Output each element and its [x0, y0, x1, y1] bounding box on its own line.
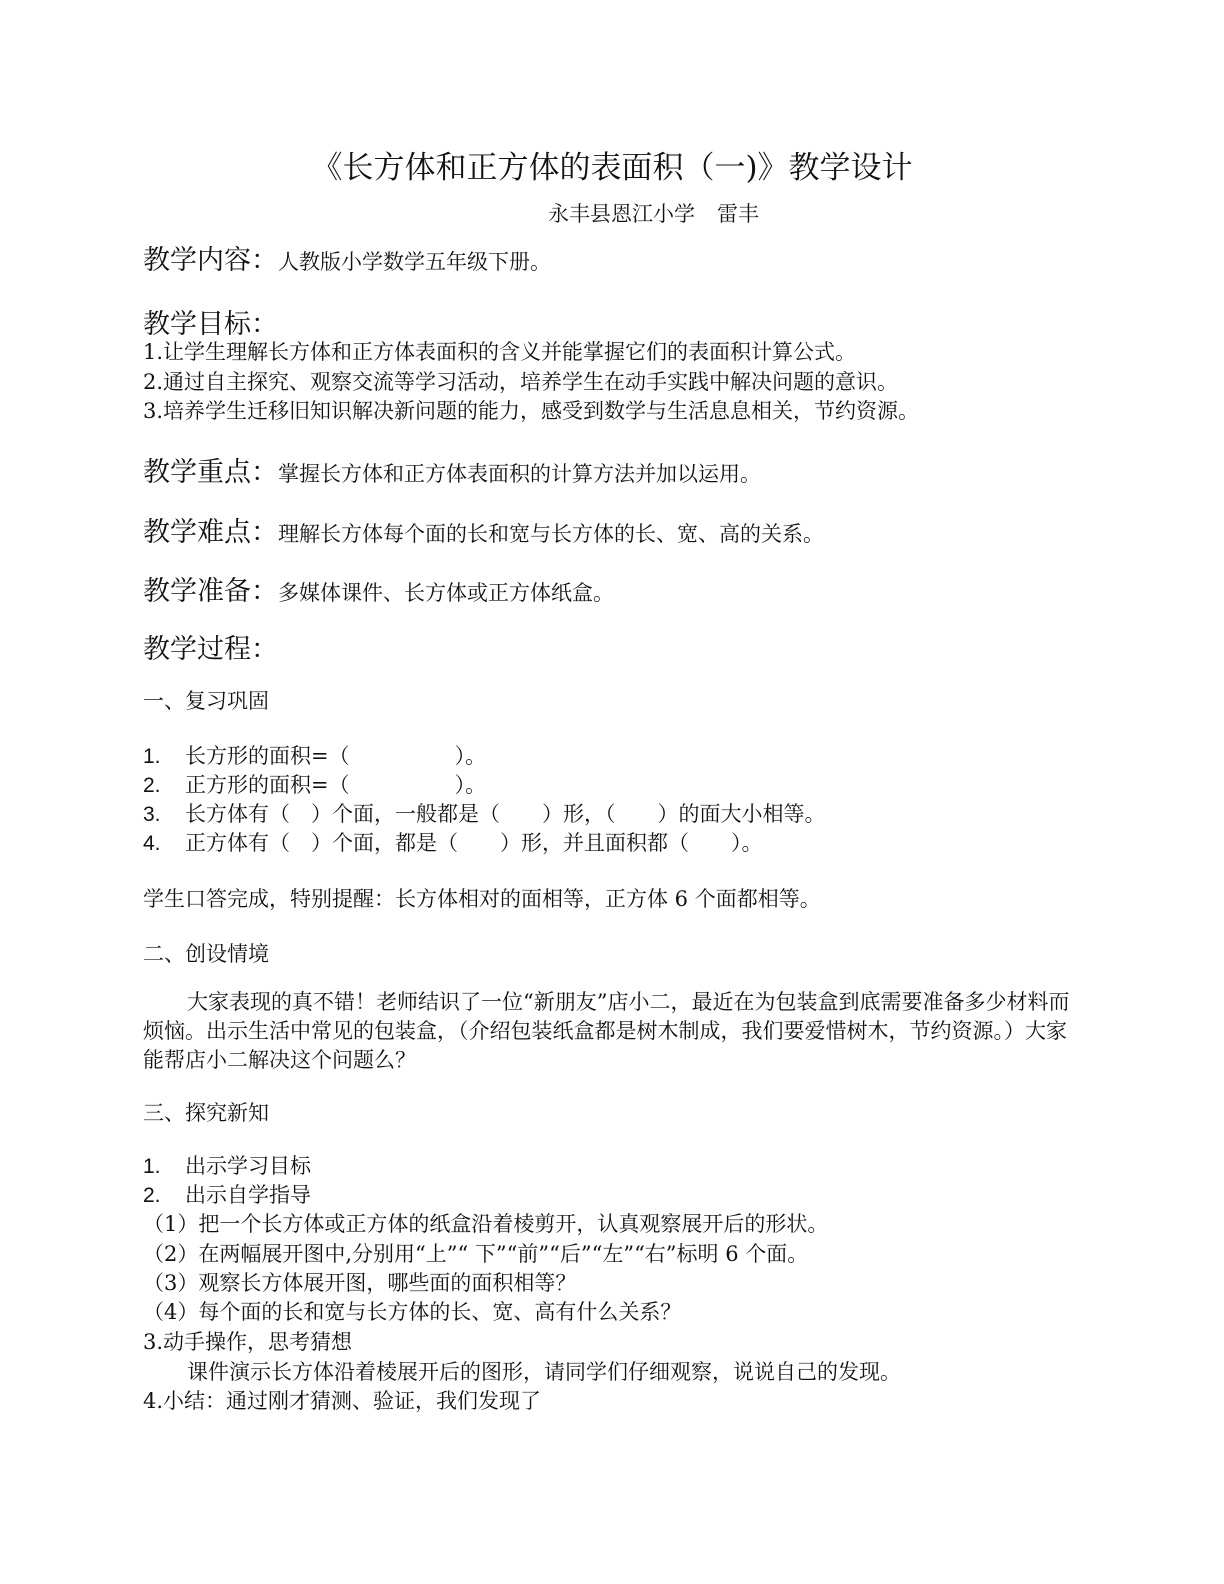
preparation-row [143, 569, 614, 608]
review-item-text: 长方形的面积=（ ）。 [185, 744, 487, 768]
explore-item [143, 1150, 311, 1180]
goal-item: 3.培养学生迁移旧知识解决新问题的能力，感受到数学与生活息息相关，节约资源。 [143, 399, 920, 423]
review-item [143, 798, 826, 828]
explore-item-number: 1. [143, 1155, 161, 1178]
review-item [143, 827, 763, 857]
author-name: 雷丰 [717, 202, 759, 226]
review-item [143, 740, 486, 770]
review-item-number: 3. [143, 803, 161, 826]
review-item [143, 769, 486, 799]
goal-item: 2.通过自主探究、观察交流等学习活动，培养学生在动手实践中解决问题的意识。 [143, 370, 899, 394]
key-point-text: 掌握长方体和正方体表面积的计算方法并加以运用。 [278, 462, 761, 486]
author-school: 永丰县恩江小学 [548, 202, 695, 226]
explore-item-number: 2. [143, 1184, 161, 1207]
section2-heading: 二、创设情境 [143, 942, 269, 966]
review-item-number: 2. [143, 774, 161, 797]
document-title: 《长方体和正方体的表面积（一)》教学设计 [311, 150, 913, 186]
guide-item: （3）观察长方体展开图，哪些面的面积相等？ [143, 1271, 577, 1295]
guide-item: （1）把一个长方体或正方体的纸盒沿着棱剪开，认真观察展开后的形状。 [143, 1212, 829, 1236]
review-item-number: 4. [143, 832, 161, 855]
content-row [143, 238, 551, 277]
review-item-number: 1. [143, 745, 161, 768]
content-text: 人教版小学数学五年级下册。 [278, 250, 551, 274]
preparation-label: 教学准备： [143, 576, 278, 607]
author-line [548, 198, 759, 228]
step3-heading: 3.动手操作，思考猜想 [143, 1330, 353, 1354]
review-note: 学生口答完成，特别提醒：长方体相对的面相等，正方体 6 个面都相等。 [143, 887, 821, 911]
guide-item: （4）每个面的长和宽与长方体的长、宽、高有什么关系？ [143, 1300, 682, 1324]
difficulty-row [143, 510, 824, 549]
review-item-text: 正方体有（ ）个面，都是（ ）形，并且面积都（ ）。 [185, 831, 763, 855]
goals-label: 教学目标： [143, 309, 278, 340]
key-point-label: 教学重点： [143, 457, 278, 488]
key-point-row [143, 450, 761, 489]
step3-text: 课件演示长方体沿着棱展开后的图形，请同学们仔细观察，说说自己的发现。 [187, 1360, 901, 1384]
difficulty-text: 理解长方体每个面的长和宽与长方体的长、宽、高的关系。 [278, 522, 824, 546]
step4-summary: 4.小结：通过刚才猜测、验证，我们发现了 [143, 1389, 542, 1413]
section1-heading: 一、复习巩固 [143, 689, 269, 713]
guide-item: （2）在两幅展开图中,分别用“上”“ 下”“前”“后”“左”“右”标明 6 个面。 [143, 1242, 809, 1266]
preparation-text: 多媒体课件、长方体或正方体纸盒。 [278, 581, 614, 605]
explore-item [143, 1179, 311, 1209]
explore-item-text: 出示学习目标 [185, 1154, 311, 1178]
difficulty-label: 教学难点： [143, 517, 278, 548]
review-item-text: 正方形的面积=（ ）。 [185, 773, 487, 797]
explore-item-text: 出示自学指导 [185, 1183, 311, 1207]
content-label: 教学内容： [143, 245, 278, 276]
situation-paragraph: 大家表现的真不错！老师结识了一位“新朋友”店小二，最近在为包装盒到底需要准备多少材料而烦恼。出示生活中常见的包装盒，（介绍包装纸盒都是树木制成，我们要爱惜树木，节约资源。）大家能帮店小二解决这个问题么？ [143, 990, 1070, 1072]
process-label: 教学过程： [143, 634, 278, 665]
goal-item: 1.让学生理解长方体和正方体表面积的含义并能掌握它们的表面积计算公式。 [143, 340, 857, 364]
section3-heading: 三、探究新知 [143, 1101, 269, 1125]
review-item-text: 长方体有（ ）个面，一般都是（ ）形，（ ）的面大小相等。 [185, 802, 826, 826]
